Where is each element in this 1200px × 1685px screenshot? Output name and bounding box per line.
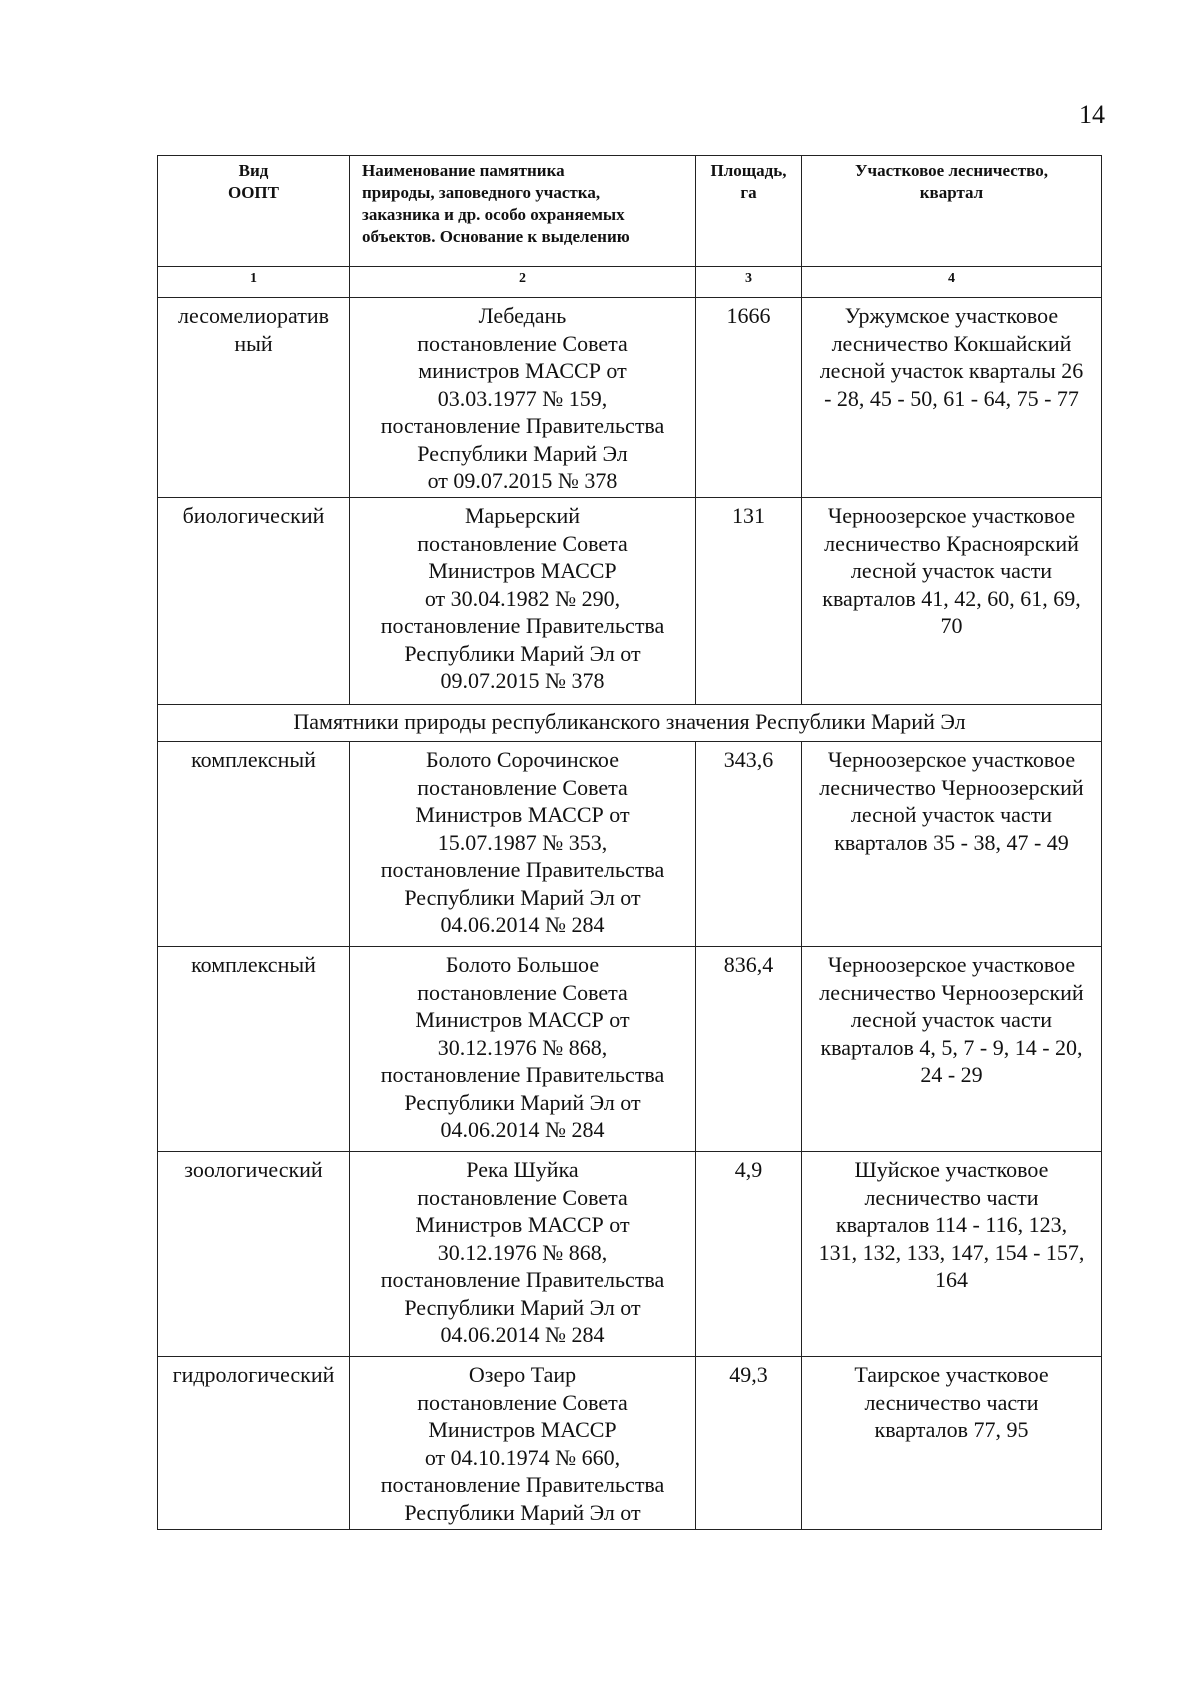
text-line: 15.07.1987 № 353, [437,829,608,855]
text-line: лесомелиоратив [177,303,330,328]
page-number: 14 [1079,100,1105,129]
section-title: Памятники природы республиканского значения Республики Марий Эл [158,705,1102,742]
text-line: Шуйское участковое [854,1157,1049,1182]
text-line: ООПТ [227,183,279,202]
text-line: объектов. Основание к выделению [362,227,630,246]
text-line: Черноозерское участковое [827,952,1076,977]
table-row [158,742,1102,947]
text-line: 30.12.1976 № 868, [437,1034,608,1060]
text-line: постановление Правительства [380,1267,665,1292]
text-line: Республики Марий Эл от [404,1499,641,1525]
forestry-cell [802,742,1102,947]
text-line: га [740,183,757,202]
text-line: лесной участок кварталы 26 [819,358,1084,383]
text-line: кварталов 41, 42, 60, 61, 69, [822,585,1081,611]
text-line: Республики Марий Эл от [404,1089,641,1115]
text-line: Вид [238,161,269,180]
text-line: кварталов 77, 95 [874,1417,1029,1442]
text-line: Республики Марий Эл от [404,640,641,666]
text-line: Министров МАССР от [415,1007,630,1032]
table-row [158,1152,1102,1357]
text-line: квартал [919,183,984,202]
name-cell [350,1152,696,1357]
kind-cell [158,498,350,705]
text-line: от 30.04.1982 № 290, [424,585,621,611]
text-line: 04.06.2014 № 284 [440,912,605,937]
forestry-cell [802,298,1102,498]
header-area [696,156,802,267]
text-line: Черноозерское участковое [827,747,1076,772]
text-line: 04.06.2014 № 284 [440,1117,605,1142]
area-cell: 131 [696,498,802,705]
text-line: Черноозерское участковое [827,503,1076,528]
text-line: Министров МАССР от [415,802,630,827]
text-line: 30.12.1976 № 868, [437,1239,608,1265]
text-line: постановление Правительства [380,613,665,638]
text-line: Лебедань [478,303,567,328]
table-row [158,947,1102,1152]
text-line: лесничество Черноозерский [819,979,1084,1005]
area-cell: 1666 [696,298,802,498]
text-line: биологический [182,503,325,528]
text-line: 09.07.2015 № 378 [440,668,605,693]
text-line: постановление Совета [417,774,628,800]
text-line: Марьерский [464,503,581,528]
section-row [158,705,1102,742]
area-cell: 49,3 [696,1357,802,1530]
table-row [158,498,1102,705]
text-line: 04.06.2014 № 284 [440,1322,605,1347]
kind-cell [158,947,350,1152]
forestry-cell [802,1357,1102,1530]
text-line: 131, 132, 133, 147, 154 - 157, [818,1239,1085,1265]
column-number: 4 [802,267,1102,298]
text-line: 03.03.1977 № 159, [437,385,608,411]
kind-cell [158,298,350,498]
text-line: лесничество Кокшайский [831,330,1072,356]
forestry-cell [802,1152,1102,1357]
text-line: Республики Марий Эл [417,440,628,466]
kind-cell [158,1357,350,1530]
text-line: лесной участок части [850,1007,1053,1032]
text-line: Министров МАССР [428,558,617,583]
text-line: лесной участок части [850,802,1053,827]
text-line: Болото Сорочинское [426,747,619,772]
text-line: постановление Правительства [380,1062,665,1087]
forestry-cell [802,498,1102,705]
text-line: Наименование памятника [362,161,565,180]
kind-cell [158,1152,350,1357]
text-line: Уржумское участковое [844,303,1059,328]
text-line: 70 [940,613,963,638]
text-line: постановление Правительства [380,413,665,438]
text-line: Министров МАССР от [415,1212,630,1237]
kind-cell [158,742,350,947]
name-cell [350,1357,696,1530]
text-line: Таирское участковое [854,1362,1049,1387]
text-line: Озеро Таир [468,1362,577,1387]
text-line: кварталов 35 - 38, 47 - 49 [834,829,1069,855]
column-number: 3 [696,267,802,298]
name-cell [350,298,696,498]
text-line: Болото Большое [445,952,600,977]
name-cell [350,742,696,947]
text-line: зоологический [184,1157,323,1182]
text-line: природы, заповедного участка, [362,183,601,202]
header-kind [158,156,350,267]
text-line: Республики Марий Эл от [404,884,641,910]
text-line: постановление Совета [417,330,628,356]
protected-areas-table [157,155,1102,1530]
text-line: лесничество части [864,1184,1039,1210]
text-line: от 09.07.2015 № 378 [427,468,618,493]
text-line: кварталов 114 - 116, 123, [835,1212,1068,1237]
text-line: кварталов 4, 5, 7 - 9, 14 - 20, [820,1034,1083,1060]
area-cell: 343,6 [696,742,802,947]
text-line: министров МАССР от [418,358,627,383]
text-line: лесничество Черноозерский [819,774,1084,800]
text-line: постановление Совета [417,530,628,556]
text-line: Министров МАССР [428,1417,617,1442]
table-row [158,298,1102,498]
name-cell [350,947,696,1152]
text-line: лесной участок части [850,558,1053,583]
text-line: постановление Совета [417,1184,628,1210]
text-line: Республики Марий Эл от [404,1294,641,1320]
text-line: постановление Правительства [380,857,665,882]
text-line: 164 [935,1267,968,1292]
text-line: комплексный [191,952,316,977]
header-forestry [802,156,1102,267]
text-line: Река Шуйка [466,1157,579,1182]
text-line: комплексный [191,747,316,772]
area-cell: 836,4 [696,947,802,1152]
text-line: заказника и др. особо охраняемых [362,205,625,224]
text-line: лесничество части [864,1389,1039,1415]
column-number-row [158,267,1102,298]
text-line: постановление Правительства [380,1472,665,1497]
column-number: 1 [158,267,350,298]
text-line: - 28, 45 - 50, 61 - 64, 75 - 77 [824,385,1079,411]
text-line: постановление Совета [417,1389,628,1415]
text-line: Участковое лесничество, [855,161,1048,180]
column-number: 2 [350,267,696,298]
text-line: от 04.10.1974 № 660, [424,1444,621,1470]
table-row [158,1357,1102,1530]
forestry-cell [802,947,1102,1152]
area-cell: 4,9 [696,1152,802,1357]
table-header-row [158,156,1102,267]
text-line: постановление Совета [417,979,628,1005]
text-line: ный [234,330,273,356]
text-line: 24 - 29 [920,1062,983,1087]
header-name [350,156,696,267]
text-line: гидрологический [172,1362,335,1387]
text-line: лесничество Красноярский [824,530,1079,556]
name-cell [350,498,696,705]
text-line: Площадь, [710,161,787,180]
